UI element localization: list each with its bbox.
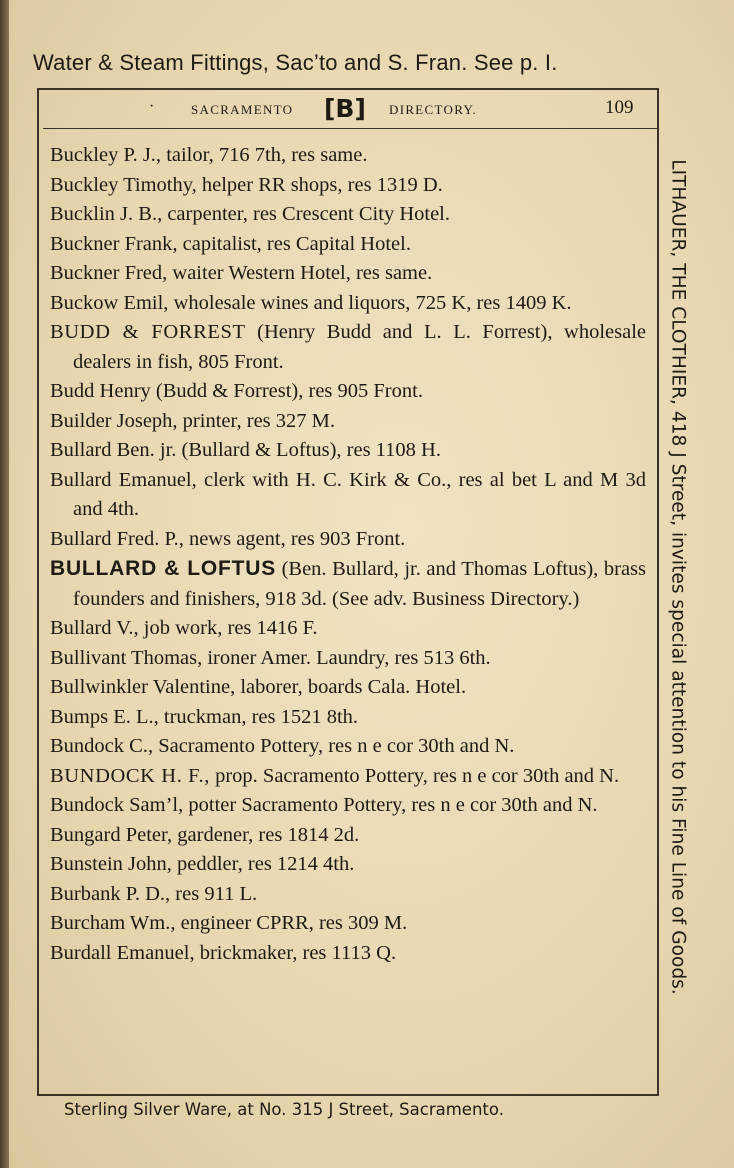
entry-details: (Ben. Bullard, jr. and Thomas Loftus), brass founders and finishers, 918 3d. (See adv. Business Directory.) xyxy=(73,558,647,610)
entry-name: Bullard Emanuel, xyxy=(50,468,197,491)
entry-details: (Bullard & Loftus), res 1108 H. xyxy=(176,439,441,461)
entry-name: Buckner Frank, xyxy=(50,232,178,255)
entry-name: Bunstein John, xyxy=(50,853,172,875)
entry-details: helper RR shops, res 1319 D. xyxy=(196,173,443,196)
directory-entry xyxy=(50,673,646,703)
directory-entry xyxy=(50,554,646,614)
entry-name: Builder Joseph, xyxy=(50,409,178,432)
directory-entry xyxy=(50,466,646,525)
directory-entry xyxy=(50,644,646,674)
directory-entries xyxy=(50,141,646,968)
directory-entry xyxy=(50,732,646,762)
entry-name: Bumps E. L., xyxy=(50,705,159,728)
entry-details: news agent, res 903 Front. xyxy=(183,527,406,550)
entry-name: Bullard Fred. P., xyxy=(50,527,184,550)
directory-entry xyxy=(50,614,646,644)
directory-entry xyxy=(50,762,646,792)
page-header xyxy=(43,94,657,129)
entry-details: carpenter, res Crescent City Hotel. xyxy=(162,203,450,225)
header-directory: DIRECTORY. xyxy=(389,102,478,117)
entry-details: gardener, res 1814 2d. xyxy=(172,823,360,846)
directory-entry xyxy=(50,850,646,880)
page-number: 109 xyxy=(605,97,634,118)
entry-name: Bundock Sam’l, xyxy=(50,794,184,816)
directory-entry xyxy=(50,703,646,733)
entry-name: Buckner Fred, xyxy=(50,262,168,284)
entry-details: laborer, boards Cala. Hotel. xyxy=(235,676,467,698)
directory-entry xyxy=(50,318,646,377)
directory-entry xyxy=(50,230,646,260)
directory-entry xyxy=(50,141,646,171)
entry-name: Bucklin J. B., xyxy=(50,203,163,225)
book-binding xyxy=(0,0,9,1168)
entry-name: Buckley P. J., xyxy=(50,144,162,166)
entry-details: prop. Sacramento Pottery, res n e cor 30th and N. xyxy=(209,764,620,787)
directory-entry xyxy=(50,791,646,821)
entry-details: (Henry Budd and L. L. Forrest), wholesale dealers in fish, 805 Front. xyxy=(73,321,647,373)
top-advertisement: Water & Steam Fittings, Sac’to and S. Fran. See p. I. xyxy=(33,50,558,75)
directory-entry xyxy=(50,880,646,910)
entry-details: job work, res 1416 F. xyxy=(138,617,318,639)
entry-name: Bundock C., xyxy=(50,735,154,757)
entry-name: Bullard Ben. jr. xyxy=(50,439,177,461)
directory-entry xyxy=(50,200,646,230)
directory-entry xyxy=(50,939,646,969)
bottom-advertisement: Sterling Silver Ware, at No. 315 J Street, Sacramento. xyxy=(64,1100,504,1119)
directory-entry xyxy=(50,909,646,939)
entry-name: Bungard Peter, xyxy=(50,823,173,846)
entry-details: tailor, 716 7th, res same. xyxy=(161,144,368,166)
directory-entry xyxy=(50,289,646,319)
entry-name: Bullard V., xyxy=(50,617,139,639)
entry-name: BUDD & FORREST xyxy=(50,321,246,343)
entry-name: Buckow Emil, xyxy=(50,291,169,314)
entry-details: potter Sacramento Pottery, res n e cor 30th and N. xyxy=(183,794,598,816)
entry-name: BULLARD & LOFTUS xyxy=(50,557,277,580)
side-advertisement-text: LITHAUER, THE CLOTHIER, 418 J Street, invites special attention to his Fine Line of Goods. xyxy=(667,159,689,995)
entry-details: Sacramento Pottery, res n e cor 30th and N. xyxy=(153,735,515,757)
header-letter: [B] xyxy=(324,94,366,123)
directory-entry xyxy=(50,525,646,555)
entry-details: ironer Amer. Laundry, res 513 6th. xyxy=(202,646,491,669)
directory-entry xyxy=(50,171,646,201)
entry-details: res 911 L. xyxy=(170,882,258,905)
entry-details: truckman, res 1521 8th. xyxy=(158,705,359,728)
entry-details: peddler, res 1214 4th. xyxy=(171,853,355,875)
directory-entry xyxy=(50,436,646,466)
side-advertisement xyxy=(650,156,706,998)
directory-entry xyxy=(50,259,646,289)
directory-entry xyxy=(50,407,646,437)
entry-name: BUNDOCK H. F., xyxy=(50,764,210,787)
entry-name: Burbank P. D., xyxy=(50,882,171,905)
entry-details: printer, res 327 M. xyxy=(177,409,336,432)
entry-details: wholesale wines and liquors, 725 K, res 1409 K. xyxy=(168,291,572,314)
entry-name: Burdall Emanuel, xyxy=(50,941,195,964)
entry-details: waiter Western Hotel, res same. xyxy=(167,262,433,284)
entry-details: brickmaker, res 1113 Q. xyxy=(194,941,397,964)
entry-details: capitalist, res Capital Hotel. xyxy=(177,232,411,255)
entry-details: clerk with H. C. Kirk & Co., res al bet L and M 3d and 4th. xyxy=(73,468,646,520)
entry-details: engineer CPRR, res 309 M. xyxy=(175,912,408,934)
entry-name: Buckley Timothy, xyxy=(50,173,197,196)
header-city: SACRAMENTO xyxy=(191,102,294,117)
entry-name: Bullivant Thomas, xyxy=(50,646,203,669)
entry-name: Budd Henry xyxy=(50,380,151,402)
entry-name: Bullwinkler Valentine, xyxy=(50,676,236,698)
entry-name: Burcham Wm., xyxy=(50,912,176,934)
entry-details: (Budd & Forrest), res 905 Front. xyxy=(150,380,423,402)
header-marker: · xyxy=(149,98,155,115)
directory-entry xyxy=(50,821,646,851)
directory-entry xyxy=(50,377,646,407)
